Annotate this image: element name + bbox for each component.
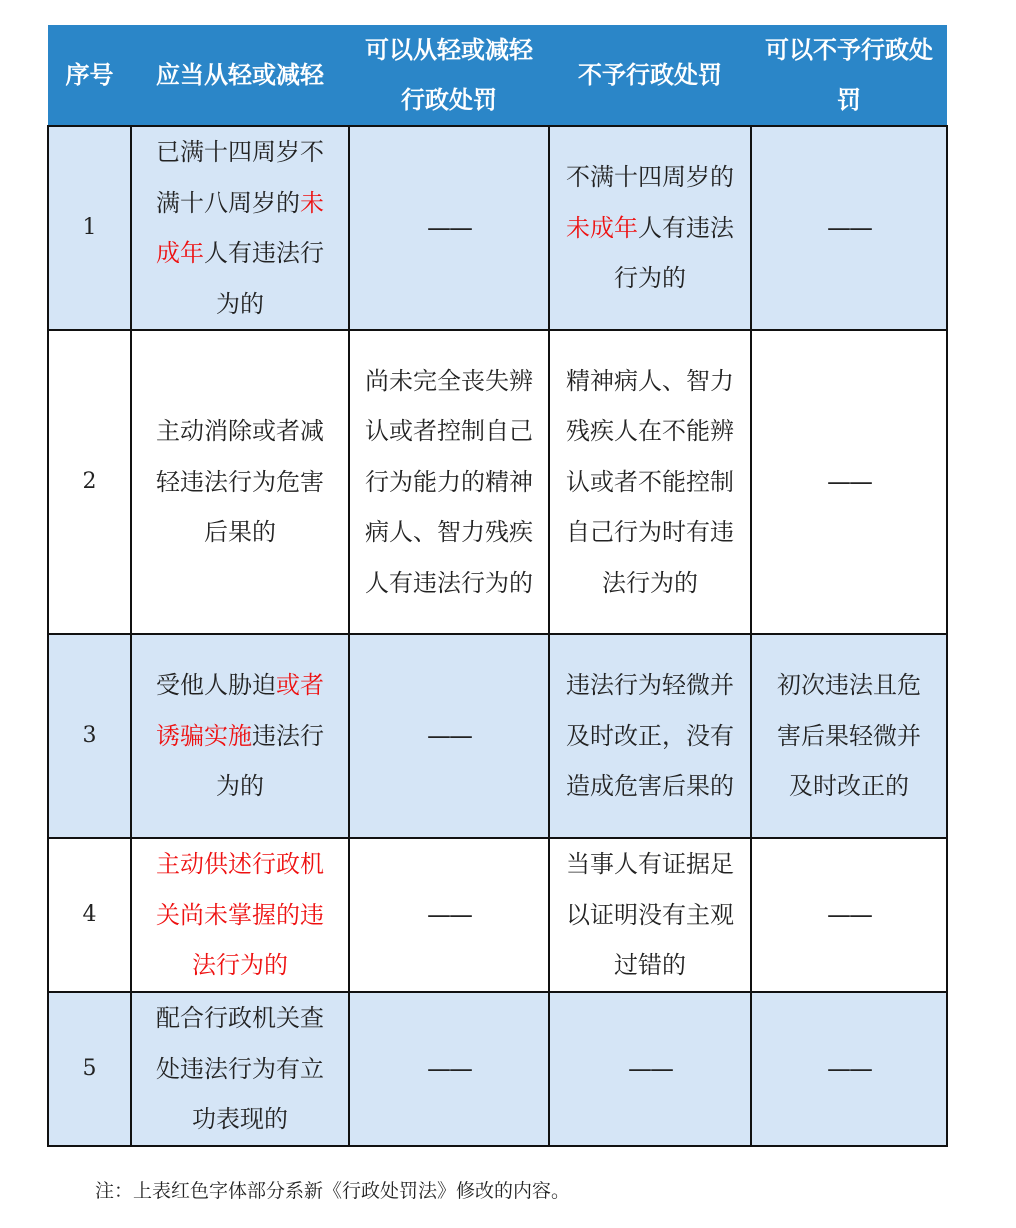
highlight-text: 或者诱骗实施: [156, 671, 324, 750]
cell-mitigate-may: 尚未完全丧失辨认或者控制自己行为能力的精神病人、智力残疾人有违法行为的: [349, 330, 549, 634]
row-number: 2: [48, 330, 131, 634]
header-mitigate-should: 应当从轻或减轻: [131, 25, 349, 126]
cell-empty-dash: ——: [349, 634, 549, 838]
table-row: [48, 634, 947, 838]
table-row: [48, 838, 947, 992]
header-num: 序号: [48, 25, 131, 126]
cell-mitigate-should: [131, 126, 349, 330]
row-number: 3: [48, 634, 131, 838]
cell-text: 违法行为的: [216, 721, 324, 801]
cell-empty-dash: ——: [349, 992, 549, 1146]
cell-mitigate-should: [131, 634, 349, 838]
header-row: [48, 25, 947, 126]
cell-empty-dash: ——: [349, 838, 549, 992]
row-number: 4: [48, 838, 131, 992]
cell-may-no-penalty: 初次违法且危害后果轻微并及时改正的: [751, 634, 947, 838]
highlight-text: 未成年: [566, 213, 638, 242]
row-number: 5: [48, 992, 131, 1146]
cell-no-penalty: [549, 126, 751, 330]
cell-empty-dash: ——: [751, 126, 947, 330]
cell-text: 受他人胁迫: [156, 671, 276, 700]
cell-text: 人有违法行为的: [204, 239, 324, 318]
cell-text: 已满十四周岁不满十八周岁的: [156, 138, 324, 217]
table-row: [48, 126, 947, 330]
cell-text: 不满十四周岁的: [566, 163, 734, 192]
cell-no-penalty: 精神病人、智力残疾人在不能辨认或者不能控制自己行为时有违法行为的: [549, 330, 751, 634]
highlight-text: 主动供述行政机关尚未掌握的违法行为的: [156, 850, 324, 980]
cell-text: 人有违法行为的: [614, 213, 734, 293]
row-number: 1: [48, 126, 131, 330]
header-may-no-penalty: 可以不予行政处罚: [751, 25, 947, 126]
cell-empty-dash: ——: [349, 126, 549, 330]
cell-no-penalty: 违法行为轻微并及时改正，没有造成危害后果的: [549, 634, 751, 838]
cell-mitigate-should: [131, 838, 349, 992]
cell-no-penalty: 当事人有证据足以证明没有主观过错的: [549, 838, 751, 992]
cell-mitigate-should: 配合行政机关查处违法行为有立功表现的: [131, 992, 349, 1146]
cell-empty-dash: ——: [751, 992, 947, 1146]
cell-mitigate-should: 主动消除或者减轻违法行为危害后果的: [131, 330, 349, 634]
cell-empty-dash: ——: [751, 838, 947, 992]
footnote: 注：上表红色字体部分系新《行政处罚法》修改的内容。: [95, 1180, 571, 1202]
cell-empty-dash: ——: [549, 992, 751, 1146]
highlight-text: 未成年: [156, 188, 324, 267]
cell-empty-dash: ——: [751, 330, 947, 634]
header-mitigate-may: 可以从轻或减轻行政处罚: [349, 25, 549, 126]
table-row: [48, 330, 947, 634]
header-no-penalty: 不予行政处罚: [549, 25, 751, 126]
penalty-table: [47, 25, 948, 1147]
table-row: [48, 992, 947, 1146]
